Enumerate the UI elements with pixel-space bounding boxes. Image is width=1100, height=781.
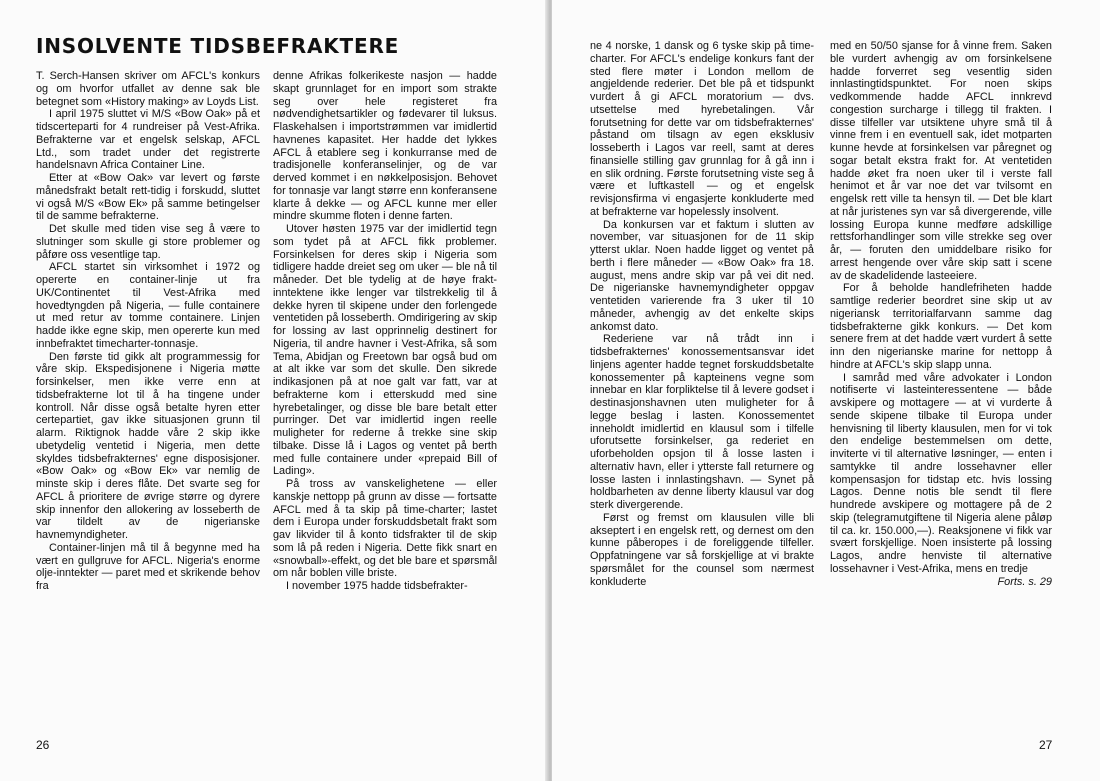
right-page (552, 0, 1100, 781)
paragraph: T. Serch-Hansen skriver om AFCL's konkurs og om hvorfor utfallet av denne sak ble betegnet som «History making» av Loyds List. (36, 70, 260, 108)
page-number: 27 (1039, 738, 1053, 752)
paragraph: denne Afrikas folkerikeste nasjon — hadde skapt grunnlaget for en import som strakte seg over hele registeret fra nødvendighetsartikler og fødevarer til luksus. Flaskehalsen i importstrømmen var imidlertid havnenes kapasitet. Her hadde det lykkes AFCL å etablere seg i konkurranse med de tradisjonelle konferanselinjer, og de var derved kommet i en nøkkelposisjon. Behovet for tonnasje var langt større enn konferansene klarte å dekke — og AFCL kunne mer eller mindre skumme floten i denne farten. (273, 70, 497, 223)
right-page-column-2 (830, 40, 1052, 588)
paragraph: Den første tid gikk alt programmessig for våre skip. Ekspedisjonene i Nigeria møtte forsinkelser, men ikke verre enn at tidsbefrakterne lot til å ha tingene under kontroll. Når disse også betalte hyren etter certepartiet, gav ikke situasjonen grunn til alarm. Riktignok hadde våre 2 skip ikke ubetydelig ventetid i Nigeria, men dette skyldes tidsbefrakternes' egne disposisjoner. «Bow Oak» og «Bow Ek» var nemlig de minste skip i deres flåte. Det svarte seg for AFCL å prioritere de øvrige større og dyrere skip innenfor den allokering av losseberth de var tildelt av de nigerianske havnemyndigheter. (36, 350, 260, 541)
page-number: 26 (36, 738, 50, 752)
paragraph: Utover høsten 1975 var der imidlertid tegn som tydet på at AFCL fikk problemer. Forsinkelsen for deres skip i Nigeria som tidligere hadde dreiet seg om uker — ble nå til måneder. Det ble tydelig at de høye frakt-inntektene ikke lenger var tilstrekkelig til å dekke hyren til skipene under den forlengede ventetiden på losseberth. Omdirigering av skip for lossing av last opprinnelig destinert for Nigeria, til andre havner i Vest-Afrika, så som Tema, Abidjan og Freetown bar også bud om at alt ikke var som det skulle. Den sikrede indikasjonen på at noe galt var fatt, var at befrakterne kom i etterskudd med sine hyrebetalinger, og disse ble bare betalt etter purringer. Det var imidlertid ingen reelle muligheter for rederne å trekke sine skip tilbake. Disse lå i Lagos og ventet på berth med fulle containere under «prepaid Bill of Lading». (273, 223, 497, 478)
left-page-column-1 (36, 70, 260, 593)
continued-note: Forts. s. 29 (997, 575, 1052, 588)
paragraph: med en 50/50 sjanse for å vinne frem. Saken ble vurdert avhengig av om forsinkelsene hadde forverret seg vesentlig siden innlastingtidspunktet. For noen skips vedkommende hadde AFCL innkrevd congestion surcharge i tillegg til frakten. I disse tilfeller var utsiktene uhyre små til å vinne frem i en eventuell sak, idet motparten kunne hevde at forsinkelsen var påregnet og sogar betalt ekstra frakt for. At ventetiden hadde øket fra noen uker til i verste fall henimot et år var noe det var tvilsomt en engelsk rett ville ta hensyn til. — Det ble klart at når juristenes syn var så divergerende, ville lossing Europa kunne medføre adskillige rettsforhandlinger som ville strekke seg over år, — foruten den umiddelbare risiko for arrest hengende over våre skip satt i scene av de skadelidende lasteeiere. (830, 40, 1052, 282)
paragraph: I samråd med våre advokater i London notifiserte vi lasteinteressentene — både avskipere og mottagere — at vi vurderte å sende skipene tilbake til Europa under henvisning til liberty klausulen, men for vi tok den endelige bestemmelsen om dette, inviterte vi til alternative løsninger, — enten i samtykke til andre lossehavner eller kompensasjon for tidstap etc. hvis lossing Lagos. Denne notis ble sendt til flere hundrede avskipere og mottagere på de 2 skip (telegramutgiftene til Nigeria alene påløp til ca. kr. 150.000,—). Reaksjonene vi fikk var svært forskjellige. Noen insisterte på lossing Lagos, andre henviste til alternative lossehavner i Vest-Afrika, mens en tredje (830, 371, 1052, 575)
article-title: INSOLVENTE TIDSBEFRAKTERE (36, 34, 400, 58)
paragraph: Container-linjen må til å begynne med ha vært en gullgruve for AFCL. Nigeria's enorme olje-inntekter — paret med et skrikende behov fra (36, 541, 260, 592)
paragraph: I november 1975 hadde tidsbefrakter- (286, 580, 468, 592)
paragraph: For å beholde handlefriheten hadde samtlige rederier beordret sine skip ut av nigeriansk territorialfarvann samme dag tidsbefrakterne gikk konkurs. — Det kom senere frem at det hadde vært vurdert å sette inn den nigerianske marine for nettopp å hindre at AFCL's skip slapp unna. (830, 282, 1052, 371)
paragraph: I april 1975 sluttet vi M/S «Bow Oak» på et tidscerteparti for 4 rundreiser på Vest-Afrika. Befrakterne var et engelsk selskap, AFCL Ltd., som tradet under det registrerte handelsnavn Africa Container Line. (36, 108, 260, 172)
paragraph: På tross av vanskelighetene — eller kanskje nettopp på grunn av disse — fortsatte AFCL med å ta skip på time-charter; lastet dem i Europa under forskuddsbetalt frakt som gav likvider til å konto tidsfrakter til de skip som lå på reden i Nigeria. Dette fikk snart en «snowball»-effekt, og det ble bare et spørsmål om når boblen ville briste. (273, 478, 497, 580)
paragraph: ne 4 norske, 1 dansk og 6 tyske skip på time-charter. For AFCL's endelige konkurs fant der sted flere møter i London mellom de angjeldende rederier. Det ble på et tidspunkt vurdert å gi AFCL moratorium — dvs. utsettelse med hyrebetalingen. Vår forutsetning for dette var om tidsbefrakternes' påstand om tilsagn av egen eksklusiv losseberth i Lagos var reell, samt at deres finansielle stilling gav grunnlag for å gå inn i en slik ordning. Første forutsetning viste seg å være et luftkastell — og et engelsk revisjonsfirma vi engasjerte konkluderte med at befrakterne var hopelessly insolvent. (590, 40, 814, 218)
left-page (0, 0, 548, 781)
paragraph: Da konkursen var et faktum i slutten av november, var situasjonen for de 11 skip ytterst uklar. Noen hadde ligget og ventet på berth i flere måneder — «Bow Oak» fra 18. august, mens andre skip var på vei dit ned. De nigerianske havnemyndigheter oppgav ventetiden varierende fra 3 uker til 10 måneder, avhengig av det enkelte skips ankomst dato. (590, 218, 814, 333)
paragraph: Det skulle med tiden vise seg å være to slutninger som skulle gi store problemer og påføre oss vesentlige tap. (36, 223, 260, 261)
paragraph: Rederiene var nå trådt inn i tidsbefrakternes' konossementsansvar idet linjens agenter hadde tegnet forskuddsbetalte konossementer på kapteinens vegne som innebar en klar forpliktelse til å levere godset i destinasjonshavnen uten muligheter for å legge beslag i lasten. Konossementet inneholdt imidlertid en klausul som i tilfelle uforutsette forsinkelser, ga rederiet en uforbeholden opsjon til å losse lasten i alternativ havn, eller i ytterste fall returnere og losse lasten i innlastingshavn. — Synet på holdbarheten av denne liberty klausul var dog sterk divergerende. (590, 333, 814, 511)
paragraph: AFCL startet sin virksomhet i 1972 og opererte en container-linje ut fra UK/Continentet til Vest-Afrika med hovedtyngden på Nigeria, — fulle containere ut med retur av tomme containere. Linjen hadde ikke egne skip, men opererte kun med innbefraktet timecharter-tonnasje. (36, 261, 260, 350)
paragraph: Først og fremst om klausulen ville bli akseptert i en engelsk rett, og dernest om den kunne påberopes i de foreliggende tilfeller. Oppfatningene var så forskjellige at vi brakte spørsmålet for the counsel som nærmest konkluderte (590, 511, 814, 588)
paragraph: Etter at «Bow Oak» var levert og første månedsfrakt betalt rett-tidig i forskudd, sluttet vi også M/S «Bow Ek» på samme betingelser til de samme befrakterne. (36, 172, 260, 223)
right-page-column-1 (590, 40, 814, 588)
left-page-column-2 (273, 70, 497, 593)
